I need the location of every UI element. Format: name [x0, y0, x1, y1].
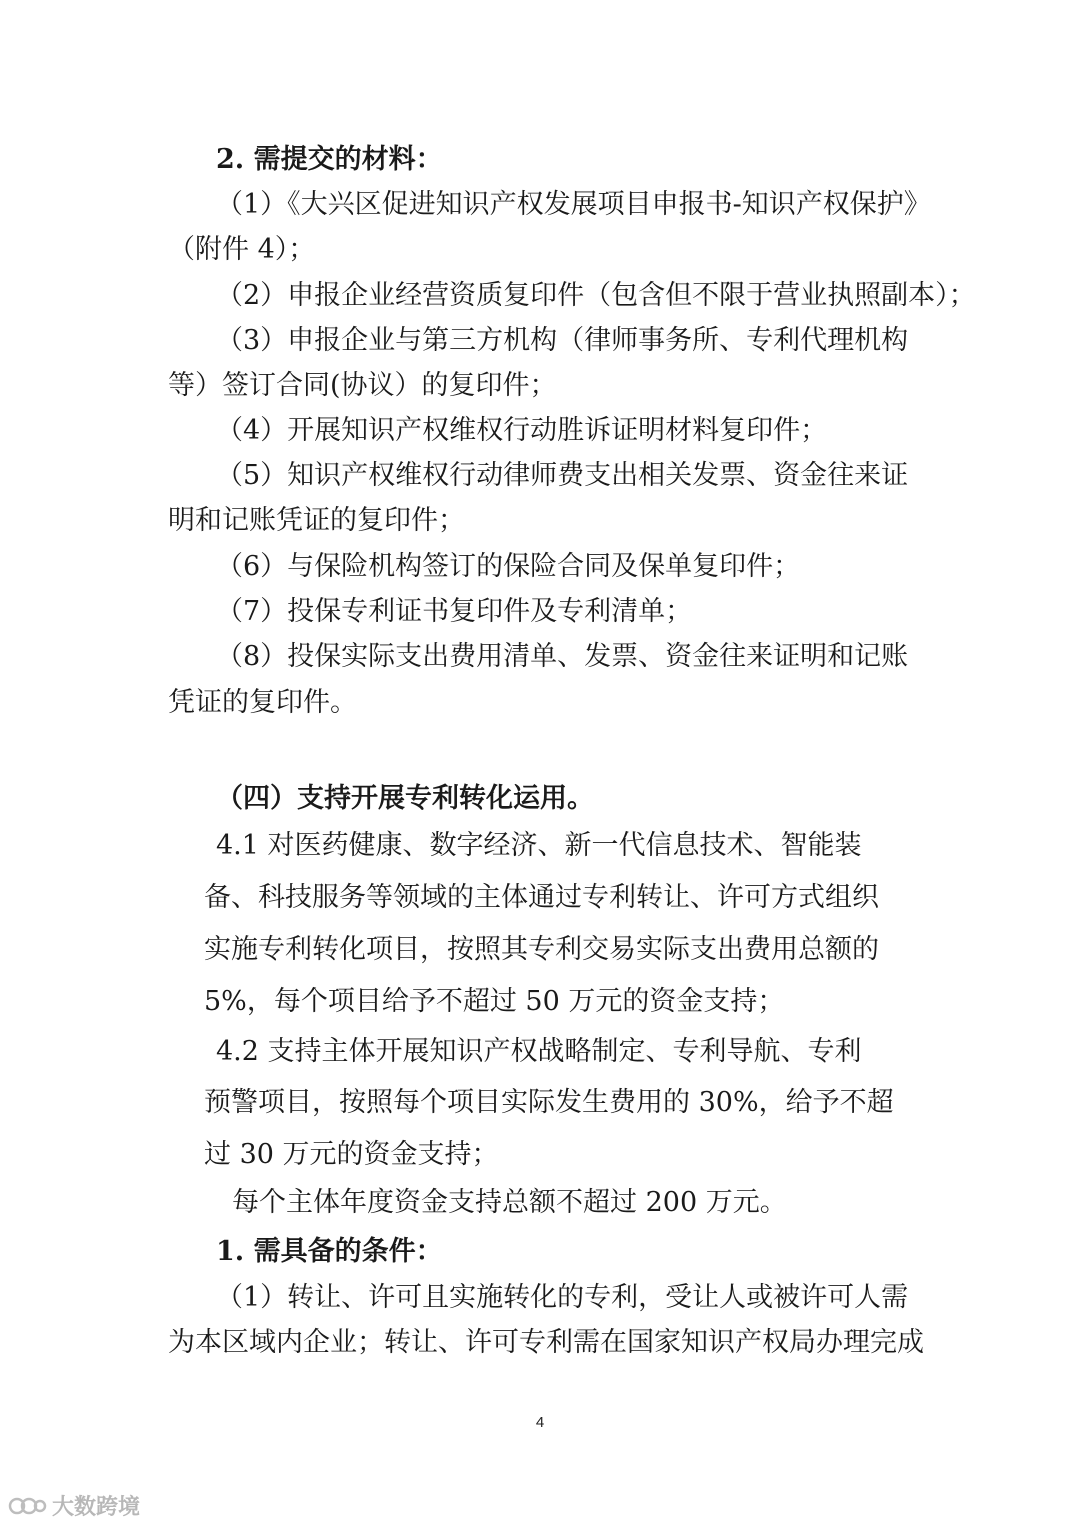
item2-line1: （2）申报企业经营资质复印件（包含但不限于营业执照副本）；	[216, 280, 976, 311]
page-number: 4	[535, 1414, 545, 1431]
p41-line1: 4.1 对医药健康、数字经济、新一代信息技术、智能装	[216, 830, 862, 861]
item3-line1: （3）申报企业与第三方机构（律师事务所、专利代理机构	[216, 325, 909, 356]
watermark-text: 大数跨境	[52, 1495, 141, 1520]
p42-line1: 4.2 支持主体开展知识产权战略制定、专利导航、专利	[216, 1036, 862, 1067]
item7-line1: （7）投保专利证书复印件及专利清单；	[216, 596, 693, 627]
condition1-line2: 为本区域内企业；转让、许可专利需在国家知识产权局办理完成	[168, 1327, 924, 1358]
item3-line2: 等）签订合同(协议）的复印件；	[168, 370, 557, 401]
p41-line2: 备、科技服务等领域的主体通过专利转让、许可方式组织	[204, 882, 879, 913]
watermark-logo-icon	[8, 1493, 48, 1519]
p42-line2: 预警项目，按照每个项目实际发生费用的 30%，给予不超	[204, 1087, 894, 1118]
item5-line1: （5）知识产权维权行动律师费支出相关发票、资金往来证	[216, 460, 909, 491]
p42-line3: 过 30 万元的资金支持；	[204, 1139, 499, 1170]
condition1-line1: （1）转让、许可且实施转化的专利，受让人或被许可人需	[216, 1282, 909, 1313]
section2-heading: 2. 需提交的材料：	[216, 144, 443, 175]
section4-heading: （四）支持开展专利转化运用。	[216, 783, 594, 814]
p41-line3: 实施专利转化项目，按照其专利交易实际支出费用总额的	[204, 934, 879, 965]
p41-line4: 5%，每个项目给予不超过 50 万元的资金支持；	[204, 986, 785, 1017]
item5-line2: 明和记账凭证的复印件；	[168, 505, 465, 536]
item6-line1: （6）与保险机构签订的保险合同及保单复印件；	[216, 551, 801, 582]
watermark	[8, 1490, 140, 1521]
item1-line1: （1）《大兴区促进知识产权发展项目申报书-知识产权保护》	[216, 189, 931, 220]
item8-line2: 凭证的复印件。	[168, 687, 357, 718]
total-line: 每个主体年度资金支持总额不超过 200 万元。	[232, 1187, 787, 1218]
item8-line1: （8）投保实际支出费用清单、发票、资金往来证明和记账	[216, 641, 909, 672]
item4-line1: （4）开展知识产权维权行动胜诉证明材料复印件；	[216, 415, 828, 446]
conditions-heading: 1. 需具备的条件：	[216, 1236, 443, 1267]
item1-line2: （附件 4）；	[168, 234, 316, 265]
